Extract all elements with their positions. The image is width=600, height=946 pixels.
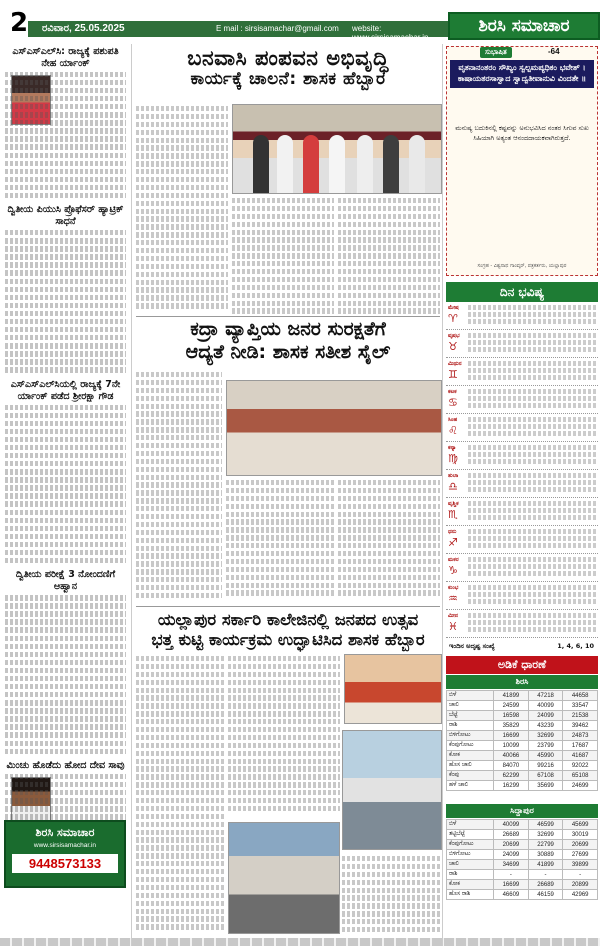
zodiac-name: ಧನು: [448, 529, 457, 535]
third-story-photo-1: [344, 654, 442, 724]
page-number: 2: [10, 8, 29, 38]
story4-body: [0, 595, 131, 754]
price-row: [447, 850, 598, 860]
page-header: [0, 0, 600, 44]
price-cell: 24599: [494, 701, 529, 711]
zodiac-item: [446, 443, 598, 470]
price-cell: 45990: [528, 751, 563, 761]
variety-cell: ಹೊಸ ಚಾಲಿ: [447, 761, 494, 771]
third-headline-line1: ಯಲ್ಲಾಪುರ ಸರ್ಕಾರಿ ಕಾಲೇಜಿನಲ್ಲಿ ಜನಪದ ಉತ್ಸವ: [157, 610, 419, 629]
subhashita-meaning: ಮನುಷ್ಯ ಬದುಕಿನಲ್ಲಿ ಕಷ್ಟವನ್ನು ಅನುಭವಿಸಿದ ನಂತರ ಸಿಗುವ ಸುಖ ಸಿಹಿಯಾಗಿ ಅತ್ಯಂತ ಆನಂದದಾಯಕವಾಗಿರುತ್ತದೆ.: [455, 124, 589, 142]
lead-story-photo: [232, 104, 442, 194]
lead-story-col1: [136, 106, 228, 314]
price-cell: 16598: [494, 711, 529, 721]
zodiac-item: [446, 359, 598, 386]
zodiac-name: ಸಿಂಹ: [448, 417, 458, 423]
price-cell: 24099: [494, 850, 529, 860]
zodiac-name: ಮಕರ: [448, 557, 459, 563]
price-row: [447, 731, 598, 741]
price-cell: 30889: [528, 850, 563, 860]
price-cell: 17687: [563, 741, 598, 751]
price-cell: 92022: [563, 761, 598, 771]
price-cell: 32699: [528, 830, 563, 840]
zodiac-sign-icon: ♎: [448, 480, 458, 493]
lead-story-col2: [232, 198, 334, 316]
zodiac-name: ಮೇಷ: [448, 305, 459, 311]
zodiac-prediction: [468, 333, 596, 354]
zodiac-item: [446, 499, 598, 526]
left-column: [0, 44, 132, 946]
variety-cell: ರಾಶಿ: [447, 721, 494, 731]
price-cell: 44658: [563, 691, 598, 701]
email-address[interactable]: E mail : sirsisamachar@gmail.com: [216, 24, 339, 33]
price-row: [447, 781, 598, 791]
price-cell: 23799: [528, 741, 563, 751]
price-cell: 33547: [563, 701, 598, 711]
zodiac-prediction: [468, 445, 596, 466]
lead-story-col3: [338, 198, 440, 316]
price-cell: -: [563, 870, 598, 880]
price-row: [447, 890, 598, 900]
story1-body: [0, 72, 131, 199]
lucky-number: [446, 642, 598, 654]
zodiac-name: ಮೀನ: [448, 613, 458, 619]
subhashita-number: -64: [548, 47, 560, 56]
variety-cell: ಕೋಕ: [447, 880, 494, 890]
price-cell: 42969: [563, 890, 598, 900]
price-cell: 46599: [528, 820, 563, 830]
zodiac-prediction: [468, 613, 596, 634]
second-story-col1: [136, 372, 222, 604]
zodiac-prediction: [468, 417, 596, 438]
variety-cell: ಕೆಂಪುಗೋಟು: [447, 741, 494, 751]
lead-headline: [134, 46, 442, 90]
price-cell: -: [494, 870, 529, 880]
website-link[interactable]: website: www.sirsisamachar.in: [352, 24, 429, 42]
zodiac-name: ಮಿಥುನ: [448, 361, 462, 367]
third-story-photo-2: [342, 730, 442, 850]
zodiac-name: ವೃಷಭ: [448, 333, 460, 339]
zodiac-sign-icon: ♓: [448, 620, 458, 633]
price-cell: 47218: [528, 691, 563, 701]
third-story-col1: [136, 656, 224, 936]
lead-headline-line1: ಬನವಾಸಿ ಪಂಪವನ ಅಭಿವೃದ್ಧಿ: [187, 46, 389, 70]
arecanut-price-title: ಅಡಿಕೆ ಧಾರಣೆ: [446, 656, 598, 674]
zodiac-item: [446, 555, 598, 582]
zodiac-name: ಕಟಕ: [448, 389, 457, 395]
price-cell: 99216: [528, 761, 563, 771]
zodiac-name: ಕನ್ಯಾ: [448, 445, 457, 451]
header-strip: [28, 21, 448, 42]
price-cell: 16699: [494, 731, 529, 741]
variety-cell: ಕೋಕ: [447, 751, 494, 761]
price-cell: 40099: [494, 820, 529, 830]
story5-headline: ಮಿಂಚು ಹೊಡೆದು ಹೋದ ದೇವ ಸಾವು: [6, 760, 125, 772]
price-cell: 35829: [494, 721, 529, 731]
price-row: [447, 830, 598, 840]
zodiac-item: [446, 331, 598, 358]
subhashita-tag: ಸುಭಾಷಿತ: [480, 47, 512, 58]
lucky-number-label: ಇಂದಿನ ಅದೃಷ್ಟ ಸಂಖ್ಯೆ: [449, 642, 495, 650]
price-row: [447, 711, 598, 721]
price-cell: 20699: [494, 840, 529, 850]
masthead-logo: ಶಿರಸಿ ಸಮಾಚಾರ: [448, 12, 600, 40]
price-cell: 41687: [563, 751, 598, 761]
variety-cell: ಚಾಲಿ: [447, 860, 494, 870]
price-cell: 32699: [528, 731, 563, 741]
price-cell: 34699: [494, 860, 529, 870]
price-row: [447, 880, 598, 890]
zodiac-sign-icon: ♈: [448, 312, 458, 325]
zodiac-prediction: [468, 305, 596, 326]
zodiac-item: [446, 583, 598, 610]
story3-headline: ಎಸ್ಎಸ್ಎಲ್‌ಸಿಯಲ್ಲಿ ರಾಜ್ಯಕ್ಕೆ 7ನೇ ರ್ಯಾಂಕ್ ಪಡೆದ ಶ್ರೀರಕ್ಷಾ ಗೌಡ: [10, 378, 121, 402]
price-cell: 46609: [494, 890, 529, 900]
price-row: [447, 741, 598, 751]
price-cell: 35699: [528, 781, 563, 791]
variety-cell: ಬಿಳಿಗೋಟು: [447, 731, 494, 741]
zodiac-name: ಕುಂಭ: [448, 585, 459, 591]
price-row: [447, 691, 598, 701]
variety-cell: ಬಿಳೆ: [447, 691, 494, 701]
price-cell: 22799: [528, 840, 563, 850]
price-row: [447, 820, 598, 830]
siddapur-price-table: [446, 819, 598, 900]
story2-body: [0, 230, 131, 373]
third-story-col3: [342, 856, 440, 936]
issue-date: ರವಿವಾರ, 25.05.2025: [42, 23, 125, 34]
ad-title: ಶಿರಸಿ ಸಮಾಚಾರ: [35, 826, 95, 839]
ad-phone[interactable]: 9448573133: [12, 854, 118, 873]
price-cell: 10099: [494, 741, 529, 751]
price-cell: 45699: [563, 820, 598, 830]
price-cell: 67108: [528, 771, 563, 781]
variety-cell: ಬಿಳೆ: [447, 820, 494, 830]
second-story-col3: [338, 480, 440, 604]
zodiac-sign-icon: ♏: [448, 508, 458, 521]
zodiac-item: [446, 527, 598, 554]
price-cell: 24699: [563, 781, 598, 791]
price-cell: 24099: [528, 711, 563, 721]
sirsi-market-title: ಶಿರಸಿ: [446, 675, 598, 689]
third-headline-line2: ಭತ್ತ ಕುಟ್ಟಿ ಕಾರ್ಯಕ್ರಮ ಉದ್ಘಾಟಿಸಿದ ಶಾಸಕ ಹೆಬ್ಬಾರ: [151, 629, 425, 649]
variety-cell: ಹೊಸ ರಾಶಿ: [447, 890, 494, 900]
price-row: [447, 751, 598, 761]
second-headline: [134, 318, 442, 364]
zodiac-item: [446, 387, 598, 414]
ad-website[interactable]: www.sirsisamachar.in: [33, 842, 97, 849]
price-cell: 46159: [528, 890, 563, 900]
price-cell: 16699: [494, 880, 529, 890]
zodiac-name: ತುಲಾ: [448, 473, 459, 479]
zodiac-item: [446, 415, 598, 442]
second-story-photo: [226, 380, 442, 476]
subhashita-credit: ಸಂಗ್ರಹ - ವಿಶ್ವನಾಥ ಗಾಂವ್ಕರ್, ಪತ್ರಕರ್ತರು, ಯಲ್ಲಾಪುರ: [477, 263, 567, 269]
variety-cell: ಹಳೆ ಚಾಲಿ: [447, 781, 494, 791]
zodiac-sign-icon: ♒: [448, 592, 458, 605]
zodiac-prediction: [468, 529, 596, 550]
price-row: [447, 840, 598, 850]
price-cell: 41899: [528, 860, 563, 870]
price-cell: 41899: [494, 691, 529, 701]
price-cell: 40099: [528, 701, 563, 711]
zodiac-item: [446, 471, 598, 498]
sirsi-samachar-ad: [4, 820, 126, 888]
zodiac-sign-icon: ♍: [448, 452, 458, 465]
sirsi-price-table: [446, 690, 598, 791]
price-cell: 84070: [494, 761, 529, 771]
zodiac-sign-icon: ♑: [448, 564, 458, 577]
price-cell: 20699: [563, 840, 598, 850]
price-cell: 30019: [563, 830, 598, 840]
price-row: [447, 860, 598, 870]
variety-cell: ಕೆಂಪು: [447, 771, 494, 781]
price-cell: 21538: [563, 711, 598, 721]
second-story-col2: [226, 480, 334, 604]
zodiac-prediction: [468, 585, 596, 606]
lead-headline-line2: ಕಾರ್ಯಕ್ಕೆ ಚಾಲನೆ: ಶಾಸಕ ಹೆಬ್ಬಾರ: [190, 69, 386, 90]
price-cell: 27699: [563, 850, 598, 860]
zodiac-prediction: [468, 501, 596, 522]
story2-headline: ದ್ವಿತೀಯ ಪಿಯುಸಿ ಪ್ರೊಫೆಸರ್ ಹ್ಯಾಟ್ರಿಕ್ ಸಾಧನೆ: [7, 204, 124, 228]
zodiac-sign-icon: ♐: [448, 536, 458, 549]
price-cell: -: [528, 870, 563, 880]
zodiac-item: [446, 303, 598, 330]
story3-body: [0, 405, 131, 564]
zodiac-item: [446, 611, 598, 638]
price-cell: 24873: [563, 731, 598, 741]
zodiac-prediction: [468, 389, 596, 410]
zodiac-name: ವೃಶ್ಚಿಕ: [448, 501, 459, 507]
zodiac-sign-icon: ♋: [448, 396, 458, 409]
zodiac-prediction: [468, 361, 596, 382]
price-row: [447, 701, 598, 711]
story4-headline: ದ್ವಿತೀಯ ಪರೀಕ್ಷೆ 3 ನೋಂದಣಿಗೆ ಆಹ್ವಾನ: [15, 569, 116, 593]
variety-cell: ಕೆಂಪುಗೋಟು: [447, 840, 494, 850]
second-headline-line1: ಕದ್ರಾ ವ್ಯಾಪ್ತಿಯ ಜನರ ಸುರಕ್ಷತೆಗೆ: [190, 318, 386, 340]
variety-cell: ತಟ್ಟಿಬೆಟ್ಟೆ: [447, 830, 494, 840]
price-cell: 39462: [563, 721, 598, 731]
third-headline: [134, 610, 442, 650]
third-story-col2: [228, 656, 340, 816]
variety-cell: ಬೆಟ್ಟೆ: [447, 711, 494, 721]
registration-marks: [0, 938, 600, 946]
subhashita-verse: ವೃತನಾನಂತರಂ ಸೌಖ್ಯಂ ಸ್ವಲ್ಪಮಪ್ಯಧಿಕಂ ಭವೇತ್ । ಕಾಷಾಯತರಸಾಸ್ವಾದ ಸ್ವಾದ್ವತೀವಾನುವಿ ವಿಂದತೇ ॥: [450, 60, 594, 88]
zodiac-sign-icon: ♉: [448, 340, 458, 353]
variety-cell: ಬಿಳಿಗೋಟು: [447, 850, 494, 860]
zodiac-prediction: [468, 473, 596, 494]
siddapur-market-title: ಸಿದ್ದಾಪುರ: [446, 804, 598, 818]
price-cell: 40066: [494, 751, 529, 761]
zodiac-sign-icon: ♌: [448, 424, 458, 437]
price-cell: 26689: [494, 830, 529, 840]
variety-cell: ಚಾಲಿ: [447, 701, 494, 711]
bus-photo: [228, 822, 340, 934]
price-cell: 43239: [528, 721, 563, 731]
zodiac-prediction: [468, 557, 596, 578]
variety-cell: ರಾಶಿ: [447, 870, 494, 880]
price-cell: 62299: [494, 771, 529, 781]
price-row: [447, 761, 598, 771]
lucky-number-value: 1, 4, 6, 10: [557, 642, 594, 650]
zodiac-sign-icon: ♊: [448, 368, 458, 381]
horoscope-title: ದಿನ ಭವಿಷ್ಯ: [446, 282, 598, 302]
price-cell: 26689: [528, 880, 563, 890]
price-cell: 16299: [494, 781, 529, 791]
second-headline-line2: ಆದ್ಯತೆ ನೀಡಿ: ಶಾಸಕ ಸತೀಶ ಸೈಲ್: [185, 340, 391, 363]
story1-headline: ಎಸ್ಎಸ್ಎಲ್‌ಸಿ: ರಾಜ್ಯಕ್ಕೆ ಪಶುಪತಿ ನೇಹ ರ್ಯಾಂಕ್: [12, 46, 119, 69]
price-row: [447, 721, 598, 731]
price-row: [447, 771, 598, 781]
price-cell: 20899: [563, 880, 598, 890]
price-row: [447, 870, 598, 880]
price-cell: 39899: [563, 860, 598, 870]
price-cell: 65108: [563, 771, 598, 781]
